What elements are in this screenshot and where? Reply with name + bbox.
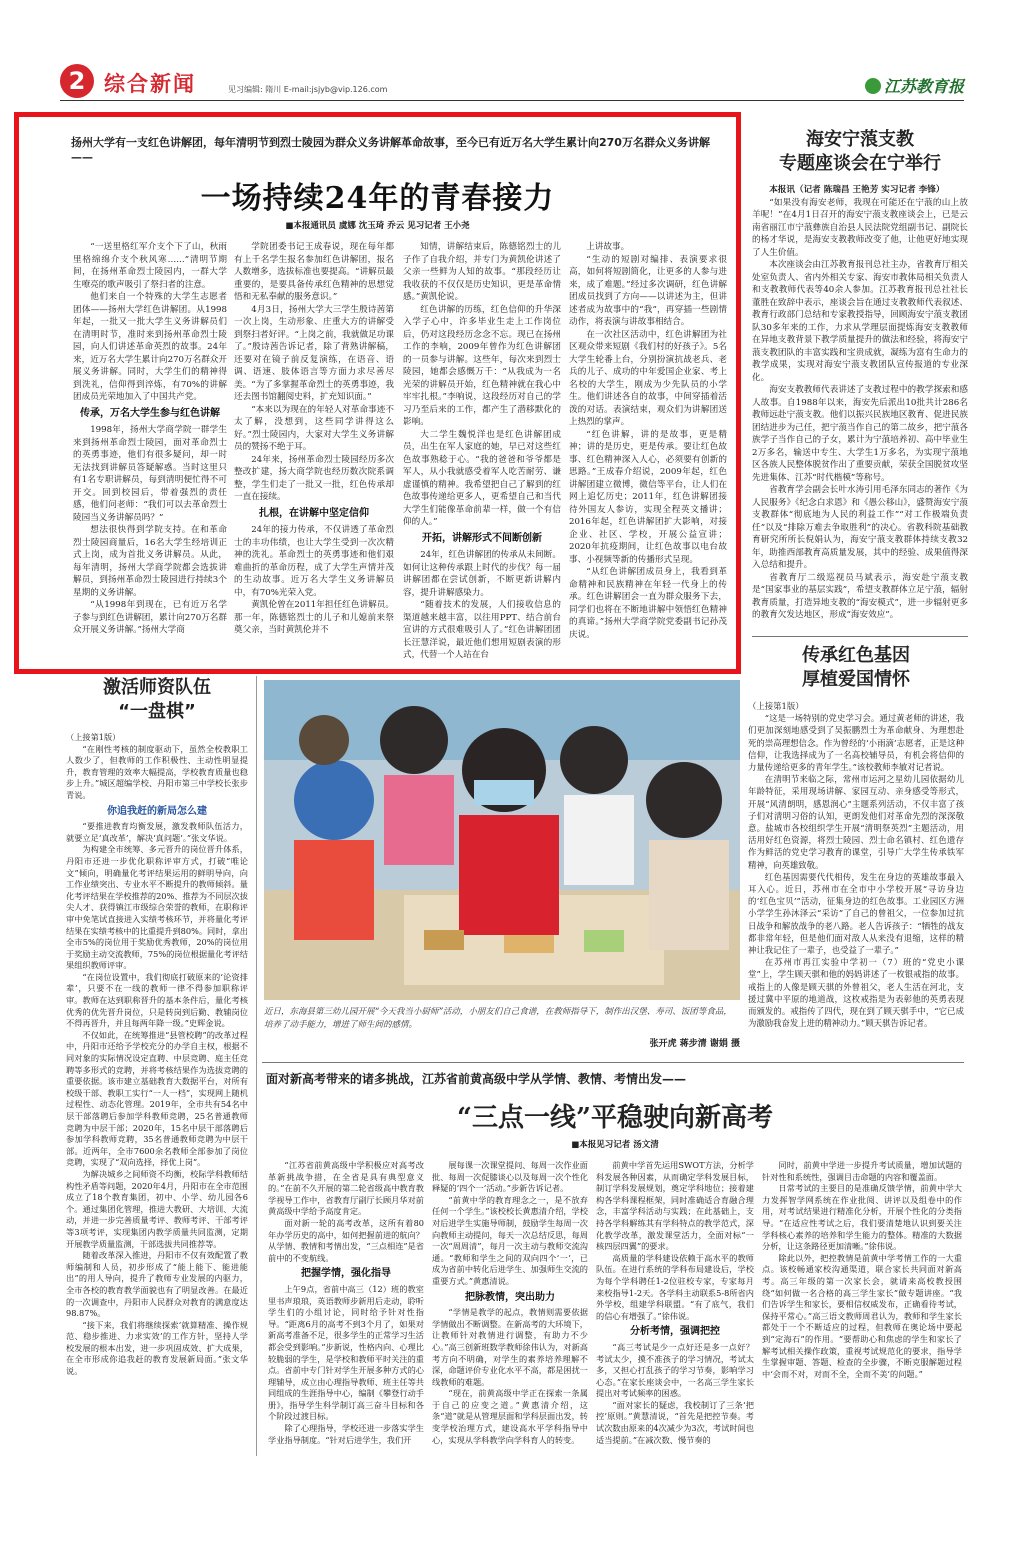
haian-title-1: 海安宁蒗支教: [806, 129, 914, 150]
danyang-article: [66, 676, 248, 1378]
news-photo: [264, 680, 740, 1000]
newspaper-logo: 江苏教育报: [865, 74, 964, 96]
danyang-title-2: “一盘棋”: [118, 701, 196, 722]
qianhuang-subhead-1: 把握学情，强化指导: [301, 1268, 391, 1280]
masthead: [60, 60, 964, 100]
lead-column-4: 上讲故事。 “生动的短剧对编排、表演要求很高，如何将短剧简化，让更多的人参与进来，成了难题。”经过多次调研，红色讲解团成员找到了方向——以讲述为主，但讲述者成为故事中的“我”，再穿插一些剧情动作，将表演与讲故事相结合。 在一次社区活动中，红色讲解团为社区观众带来短剧《我们村的好孩子》。5名大学生轮番上台，分别扮演抗战老兵、老兵的儿子、成功的中年爱国企业家、考上名校的大学生，刚成为少先队员的小学生。他们讲述各自的故事，中间穿插着活泼的对话。表演结束，观众们为讲解团送上热烈的掌声。 “红色讲解，讲的是故事，更是精神；讲的是历史，更是传承。要让红色故事、红色精神深入人心，必须要有创新的思路。”王成春介绍说，2009年起，红色讲解团建立微博，微信等平台，让人们在网上追忆历史；2011年，红色讲解团接待外国友人参访，实现全程英文播讲；2016年起，红色讲解团扩大影响，对接企业、社区、学校，开展公益宣讲；2020年抗疫期间，让红色故事以电台故事、小视频等新的传播形式呈现。 “从红色讲解团成员身上，我看到革命精神和民族精神在年轻一代身上的传承。红色讲解团会一直为群众服务下去，同学们也将在不断地讲解中领悟红色精神的真谛。”扬州大学商学院党委副书记孙茂庆说。: [569, 242, 727, 640]
red-gene-title-2: 厚植爱国情怀: [802, 669, 910, 690]
qianhuang-column-1: “江苏省前黄高级中学积极应对高考改革新挑战争措，在全省是具有典型意义的。”在前不久开展的第二轮省级高中教育教学视导工作中，省教育厅副厅长顾月华对前黄高级中学给予高度肯定。 面对新一轮的高考改革，这所有着80年办学历史的高中，如何把握前进的航向？从学情、教情和考情出发，“三点相连”是省前中的不变航线。 把握学情，强化指导 上午9点，省前中高三（12）班的教室里书声琅琅，英语教师步新用后走动，聆听学生们的小组讨论，同时给予针对性指导。“距离6月的高考不到3个月了，如果对新高考准备不足，很多学生的正常学习生活都会受到影响。”步新说，性格内向、心理比较脆弱的学生，是学校和教师平时关注的重点。省前中专门针对学生开展多种方式的心理辅导，成立由心理指导教师、班主任等共同组成的生涯指导中心，编制《攀登行动手册》，指导学生科学制订高三奋斗目标和各个阶段过渡目标。 除了心理指导，学校还进一步落实学生学业指导制度。“针对后进学生，我们开: [268, 1160, 424, 1445]
qianhuang-byline: ■本报见习记者 汤文清: [571, 1140, 659, 1150]
photo-credit: 张开虎 蒋步清 谢娟 摄: [649, 1039, 740, 1049]
red-gene-body: （上接第1版） “这是一场特别的党史学习会。通过黄老师的讲述，我们更加深刻地感受到了吴振鹏烈士为革命献身、为理想赴死的崇高理想信念。作为曾经的‘小雨滴’志愿者，正是这种信仰，让我选择成为了一名高校辅导员，有机会将信仰的力量传递给更多的青年学生。”该校教师李敏对记者说。 在清明节来临之际，常州市运河之星幼儿园依据幼儿年龄特征，采用现场讲解、家园互动、亲身感受等形式，开展“风清朗明，感恩润心”主题系列活动，不仅丰富了孩子们对清明习俗的认知，更朗发他们对革命先烈的深深敬意。盐城市各校组织学生开展“清明祭英烈”主题活动，用活用好红色资源，将烈士陵园、烈士命名镇村、红色遗存作为鲜活的党史学习教育的课堂，引导广大学生传承铁军精神，向英雄致敬。 红色基因需要代代相传，发生在身边的英雄故事最入耳入心。近日，苏州市在全市中小学校开展“寻访身边的‘红色宝贝’”活动，征集身边的红色故事。工业园区方洲小学学生孙沐泽云“采访”了自己的曾祖父，一位参加过抗日战争和解放战争的老八路。老人告诉孩子：“牺牲的战友都非常年轻，但是他们面对敌人从来没有退缩，这样的精神让我记住了一辈子，也受益了一辈子。” 在苏州市再江实验中学初一（7）班的“党史小课堂”上，学生顾天骐和他的妈妈讲述了一枚银戒指的故事。戒指上的人像是顾天骐的外曾祖父，老人生活在河北，支援过冀中平原的地道战，这枚戒指是为表彰他的英勇表现而颁发的。戒指传了四代，现在到了顾天骐手中，“它已成为激励我奋发上进的精神动力。”顾天骐告诉记者。: [748, 701, 964, 1029]
qianhuang-article: [262, 1070, 968, 1150]
page-number-badge: 2: [60, 64, 94, 98]
lead-title: 一场持续24年的青春接力: [200, 181, 555, 216]
qianhuang-column-3: 前黄中学首先运用SWOT方法，分析学科发展各种因素，从而确定学科发展目标，制订学科发展规划，奠定学科地位；接着建构各学科课程框架，同时准确适合育融合理念，丰富学科活动与实践；在此基础上，支持各学科解练其有学科特点的教学范式，深化教学改革，激发课堂活力，全面对标“一核四层四翼”的要求。 高质量的学科建设依赖于高水平的教师队伍。在进行系统的学科布局建设后，学校为每个学科聘任1-2位驻校专家，专家每月来校指导1-2天。各学科主动联系5-8所省内外学校，组建学科联盟。“有了底气，我们的信心有增强了。”徐伟说。 分析考情，强调把控 “高三考试是少一点好还是多一点好？考试太少，摸不准孩子的学习情况，考试太多，又担心打乱孩子的学习节奏，影响学习心态。”在家长座谈会中，一名高三学生家长提出对考试频率的困惑。 “面对家长的疑虑，我校制订了三条‘把控’原则。”黄慧清说，“首先是把控节奏。考试次数由原来的4次减少为3次，考试时间也适当提前。”在减次数、慢节奏的: [596, 1160, 754, 1445]
editor-line: 见习编辑: 隋川 E-mail:jsjyb@vip.126.com: [228, 85, 388, 94]
lead-byline: ■本报通讯员 虞娜 沈玉琦 乔云 见习记者 王小尧: [285, 221, 470, 231]
qianhuang-title: “三点一线”平稳驶向新高考: [457, 1103, 773, 1133]
lead-subhead-2: 扎根，在讲解中坚定信仰: [259, 507, 369, 519]
red-gene-article: [748, 644, 964, 1029]
lead-subhead-3: 开拓，讲解形式不间断创新: [422, 532, 542, 544]
haian-title-2: 专题座谈会在宁举行: [779, 153, 941, 174]
lead-subhead-1: 传承，万名大学生参与红色讲解: [80, 407, 220, 419]
section-title: 综合新闻: [104, 72, 196, 96]
qianhuang-subhead-2: 把脉教情，突出助力: [465, 1291, 555, 1303]
kindergarten-photo-illustration: [264, 680, 740, 1000]
lead-kicker: 扬州大学有一支红色讲解团，每年清明节到烈士陵园为群众义务讲解革命故事，至今已有近万名大学生累计向270万名群众义务讲解——: [71, 136, 710, 164]
red-gene-title-1: 传承红色基因: [802, 645, 910, 666]
lead-story: [14, 112, 741, 674]
qianhuang-column-2: 展每课一次课堂提问、每周一次作业面批、每周一次促膝谈心以及每周一次个性化释疑的‘四个一’活动。”步新告诉记者。 “前黄中学的教育理念之一，是不放弃任何一个学生。”该校校长黄惠清介绍，学校对后进学生实施导师制，鼓励学生每周一次向教师主动提问，每天一次总结反思，每周一次“周周清”，每月一次主动与教师交流沟通。“教师和学生之间的双向四个‘一’，已成为省前中转化后进学生、加强师生交流的重要方式。”黄惠清说。 把脉教情，突出助力 “学情是教学的起点，教情则需要依据学情做出不断调整。在新高考的大环境下，让教师针对教情进行调整，有助力不少心。”高三创新班数学教师徐伟认为，对新高考方向不明确，对学生的素养培养理解不深，命题评价专业化水平不高，都是困扰一线教师的难题。 “现在，前黄高级中学正在探索一条属于自己的应变之道。”黄惠清介绍，这条“道”就是从管理层面和学科层面出发，转变学校治理方式，建设高水平学科指导中心，实现从学科教学向学科育人的转变。: [432, 1160, 588, 1445]
qianhuang-column-4: 同时，前黄中学进一步提升考试质量，增加试题的针对性和系统性，强调目击命题的内容和覆盖面。 日常考试的主要目的是准确反馈学情，前黄中学大力发挥智学网系统在作业批阅、讲评以及组卷中的作用，对考试结果进行精准化分析，开展个性化的分类指导。“在适应性考试之后，我们要清楚地认识到要关注学科核心素养的培养和学生能力的整体。精准的大数据分析，让这条路径更加清晰。”徐伟说。 除此以外，把控教情是前黄中学考情工作的一大重点。该校畅通家校沟通渠道，联合家长共同面对新高考。高三年级的第一次家长会，就请来高校教授围绕“如何做一名合格的高三学生家长”做专题讲座。“我们告诉学生和家长，要相信权威发布，正确看待考试，保持平常心。”高三语文教师周君认为，教师和学生家长都处于一个不断适应的过程，但教师在奥论场中要起到“定海石”的作用。“要帮助心和焦虑的学生和家长了解考试相关操作政策，重视考试规范化的要求，指导学生掌握审题、答题、检查的全步骤，不断克服解题过程中‘会而不对，对而不全，全而不美’的问题。”: [762, 1160, 962, 1379]
logo-leaf-icon: [865, 78, 881, 94]
photo-caption: 近日，东海县第三幼儿园开展“今天我当小厨师”活动，小朋友们自己食谱，在教师指导下，制作出汉堡、寿司、饭团等食品，培养了动手能力，增进了师生间的感情。: [264, 1007, 732, 1030]
lead-column-3: 知情，讲解结束后，陈德铭烈士的儿子作了自我介绍，并专门为黄凯伦讲述了父亲一些鲜为人知的故事。“那段经历让我收获的不仅仅是历史知识，更是革命情感。”黄凯伦说。 红色讲解的历练，红色信仰的升华深入学子心中，许多毕业生走上工作岗位后，仍对这段经历念念不忘。现已在扬州工作的李响，2009年曾作为红色讲解团的一员参与讲解。这些年，每次来到烈士陵园，她都会感慨万千：“从我成为一名光荣的讲解员开始，红色精神就在我心中牢牢扎根。”李响说，这段经历对自己的学习乃至后来的工作，都产生了潜移默化的影响。 大二学生魏悦洋也是红色讲解团成员，出生在军人家庭的她，早已对这些红色故事熟稔于心。“我的爸爸和爷爷都是军人，从小我就感受着军人吃苦耐劳、谦虚谨慎的精神。我希望把自己了解到的红色故事传递给更多人，更希望自己和当代大学生们能像革命前辈一样，做一个有信仰的人。” 开拓，讲解形式不间断创新 24年，红色讲解团的传承从未间断。如何让这种传承跟上时代的步伐？每一届讲解团都在尝试创新，不断更新讲解内容，提升讲解感染力。 “随着技术的发展，人们接收信息的渠道越来越丰富，以往用PPT、结合前台宣讲的方式很难吸引人了。”红色讲解团团长汪慧洋说，最近他们想用短剧表演的形式，代替一个人站在台: [403, 242, 561, 660]
danyang-title-1: 激活师资队伍: [103, 677, 211, 698]
qianhuang-kicker: 面对新高考带来的诸多挑战，江苏省前黄高级中学从学情、教情、考情出发——: [266, 1072, 687, 1086]
qianhuang-subhead-3: 分析考情，强调把控: [630, 1326, 720, 1338]
haian-body: 本报讯（记者 陈瑞昌 王艳芳 实习记者 李锋） “如果没有海安老师，我现在可能还在宁蒗的山上放羊呢！”在4月1日召开的海安宁蒗支教座谈会上，已是云南省丽江市宁蒗彝族自治县人民法院党组副书记、副院长的杨才华说，是海安支教教师改变了他，让他更好地实现了人生价值。 本次座谈会由江苏教育报刊总社主办，省教育厅相关处室负责人、省内外相关专家、海安市教体局相关负责人和支教教师代表等40余人参加。江苏教育报刊总社社长董胜在致辞中表示，座谈会旨在通过支教教师代表叙述、教育行政部门总结和专家教授指导，回顾海安宁蒗支教团队30多年来的工作，力求从学理层面提炼海安支教教师在异地支教背景下教学质量提升的做法和经验，将海安宁蒗支教团队的丰富实践和宝贵成就，凝练为富有生命力的教学成果，实现对海安宁蒗支教团队宣传报道的专业深化。 海安支教教师代表讲述了支教过程中的教学探索和感人故事。自1988年以来，海安先后派出10批共计286名教师远赴宁蒗支教。他们以振兴民族地区教育、促进民族团结进步为己任，把宁蒗当作自己的第二故乡，把宁蒗各族学子当作自己的子女，累计为宁蒗培养初、高中毕业生2万多名，输送中专生、大学生1万多名，为实现宁蒗地区各族人民整体脱贫作出了重要贡献，荣获全国脱贫攻坚先进集体、江苏“时代楷模”等称号。 省教育学会副会长叶水涛引用毛泽东同志的著作《为人民服务》《纪念白求恩》和《愚公移山》，盛赞海安宁蒗支教群体“彻底地为人民的利益工作”“对工作极端负责任”以及“排除万难去争取胜利”的决心。省教科院基础教育研究所所长倪娟认为，海安宁蒗支教群体持续支教32年，助推西部教育高质量发展，其中的经验、成果值得深入总结和提升。 省教育厅二级巡视员马斌表示，海安赴宁蒗支教是“国家事业的基层实践”，希望支教群体立足宁蒗，辐射教育质量，打造异地支教的“海安模式”，进一步辐射更多的教育欠发达地区，形成“海安效应”。: [752, 185, 968, 620]
danyang-body: （上接第1版） “在刚性考核的制度驱动下，虽然全校教职工人数少了，但教师的工作积极性、主动性明显提升，教育管理的效率大幅提高，学校教育质量也稳步上升。”城区超编学校、丹阳市第三中学校长张步青说。 你追我赶的新局怎么建 “要推进教育均衡发展，激发教师队伍活力，就要立足‘真改革’，解决‘真问题’。”张文华说。 为构建全市统筹、多元晋升的岗位晋升体系，丹阳市还进一步优化职称评审方式，打破“唯论文”倾向，明确量化考评结果运用的鲜明导向，向工作业绩突出、专业水平不断提升的教师倾斜。量化考评结果在学校推荐的20%、推荐为不同层次拔尖人才、获得镇江市级综合荣誉的教师，在职称评审中免笔试直接进入实绩考核环节，并将量化考评结果在实绩考核中的比重提升到80%。同时，拿出全市5%的岗位用于奖励优秀教师，20%的岗位用于奖励主动交流教师，75%的岗位根据量化考评结果组织教师评审。 “在岗位设置中，我们彻底打破原来的‘论资排辈’，只要不在一线的教师一律不得参加职称评审。教师在达到职称晋升的基本条件后，量化考核优秀的优先晋升岗位，只是转岗到后勤、教辅岗位不得再晋升，并且每两年降一级。”史辉金说。 不仅如此，在统筹推进“县管校聘”的改革过程中，丹阳市还给予学校充分的办学自主权，根据不同对象的实际情况设定直聘、中层竞聘、庭主任竞聘等多形式的竞聘，并将考核结果作为选拔竞聘的重要依据。该市建立基础教育大数据平台，对所有校级干部、教职工实行“一人一档”，实现网上随机过程性、动态化管理。2019年，全市共有54名中层干部落聘后参加学科教师竞聘，25名普通教师竞聘为中层干部；2020年，15名中层干部落聘后参加学科教师竞聘，35名普通教师竞聘为中层干部。近两年，全市7600余名教师全部参加了岗位竞聘，实现了“双向选择，择优上岗”。 为解决城乡之间师资不均衡，校际学科教师结构性矛盾等问题，2020年4月，丹阳市在全市范围成立了18个教育集团，初中、小学、幼儿园各6个。通过集团化管理，推进大教研、大培训、大流动，并进一步完善质量考评、教师考评、干部考评等3项考评，实现集团内教学质量共同监测，定期开展教学质量监测，干部选拔共同推荐等。 随着改革深入推进，丹阳市不仅有效配置了教师编制和人员，初步形成了“能上能下、能进能出”的用人导向，提升了教师专业发展的内驱力，全市各校的教育教学面貌也有了明显改善。在最近的一次调查中，丹阳市人民群众对教育的满意度达98.87%。 “接下来，我们将继续探索‘就算精准、操作规范、稳步推进、力求实效’的工作方针，坚持人学校发展的根本出发，进一步巩固成效、扩大成果，在全市形成你追我赶的教育发展新局面。”张文华说。: [66, 732, 248, 1377]
danyang-subhead-1: 你追我赶的新局怎么建: [107, 805, 207, 817]
lead-column-1: “一送里格红军介支个下了山，秋雨里格绵绵介支个秋风寒……”清明节期间，在扬州革命烈士陵园内，一群大学生嘹亮的歌声吸引了祭扫者的注意。 他们来自一个特殊的大学生志愿者团体——扬州大学红色讲解团。从1998年起，一批又一批大学生义务讲解员们在清明时节，准时来到扬州革命烈士陵园，向人们讲述革命英烈的故事。24年来，近万名大学生累计向270万名群众开展义务讲解。同时，大学生们的精神得到洗礼，信仰得到淬炼，有70%的讲解团成员光荣地加入了中国共产党。 传承，万名大学生参与红色讲解 1998年，扬州大学商学院一群学生来到扬州革命烈士陵园，面对革命烈士的英勇事迹，他们有很多疑问，却一时无法找到讲解员答疑解惑。当时这里只有1名专职讲解员，每到清明便忙得不可开交。回到校园后，带着强烈的责任感，他们问老师：“我们可以去革命烈士陵园当义务讲解员吗？” 想法很快得到学院支持。在和革命烈士陵园商量后，16名大学生经培训正式上岗，成为首批义务讲解员。从此，每年清明，扬州大学商学院都会选拔讲解员，到扬州革命烈士陵园进行持续3个星期的义务讲解。 “从1998年到现在，已有近万名学子参与到红色讲解团，累计向270万名群众开展义务讲解。”扬州大学商: [73, 242, 227, 635]
haian-article: [752, 128, 968, 622]
lead-column-2: 学院团委书记王成春说，现在每年都有上千名学生报名参加红色讲解团，报名人数增多，选拔标准也要提高。“讲解员最重要的，是要具备传承红色精神的思想觉悟和无私奉献的服务意识。” 4月3日，扬州大学大三学生殷诗茜第一次上岗，生动形象、庄重大方的讲解受到祭扫者好评。“上岗之前，我就做足功课了。”殷诗茜告诉记者，除了背熟讲解稿，还要对在镜子前反复演练，在语音、语调、语速、肢体语言等方面力求尽善尽美。“为了多掌握革命烈士的英勇事迹，我还去图书馆翻阅史料，扩充知识面。” “本来以为现在的年轻人对革命事迹不太了解，没想到，这些同学讲得这么好。”烈士陵园内，大家对大学生义务讲解员的赞扬不绝于耳。 24年来，扬州革命烈士陵园经历多次整改扩建，扬大商学院也经历数次院系调整，学生们走了一批又一批，红色传承却一直在接续。 扎根，在讲解中坚定信仰 24年的接力传承，不仅讲透了革命烈士的丰功伟绩，也让大学生受到一次次精神的洗礼。革命烈士的英勇事迹和他们艰难曲折的革命历程，成了大学生声情并茂的生动故事。近万名大学生义务讲解员中，有70%光荣入党。 黄凯伦曾在2011年担任红色讲解员。那一年，陈德铭烈士的儿子和儿媳前来祭奠父亲，当时黄凯伦并不: [234, 242, 394, 635]
